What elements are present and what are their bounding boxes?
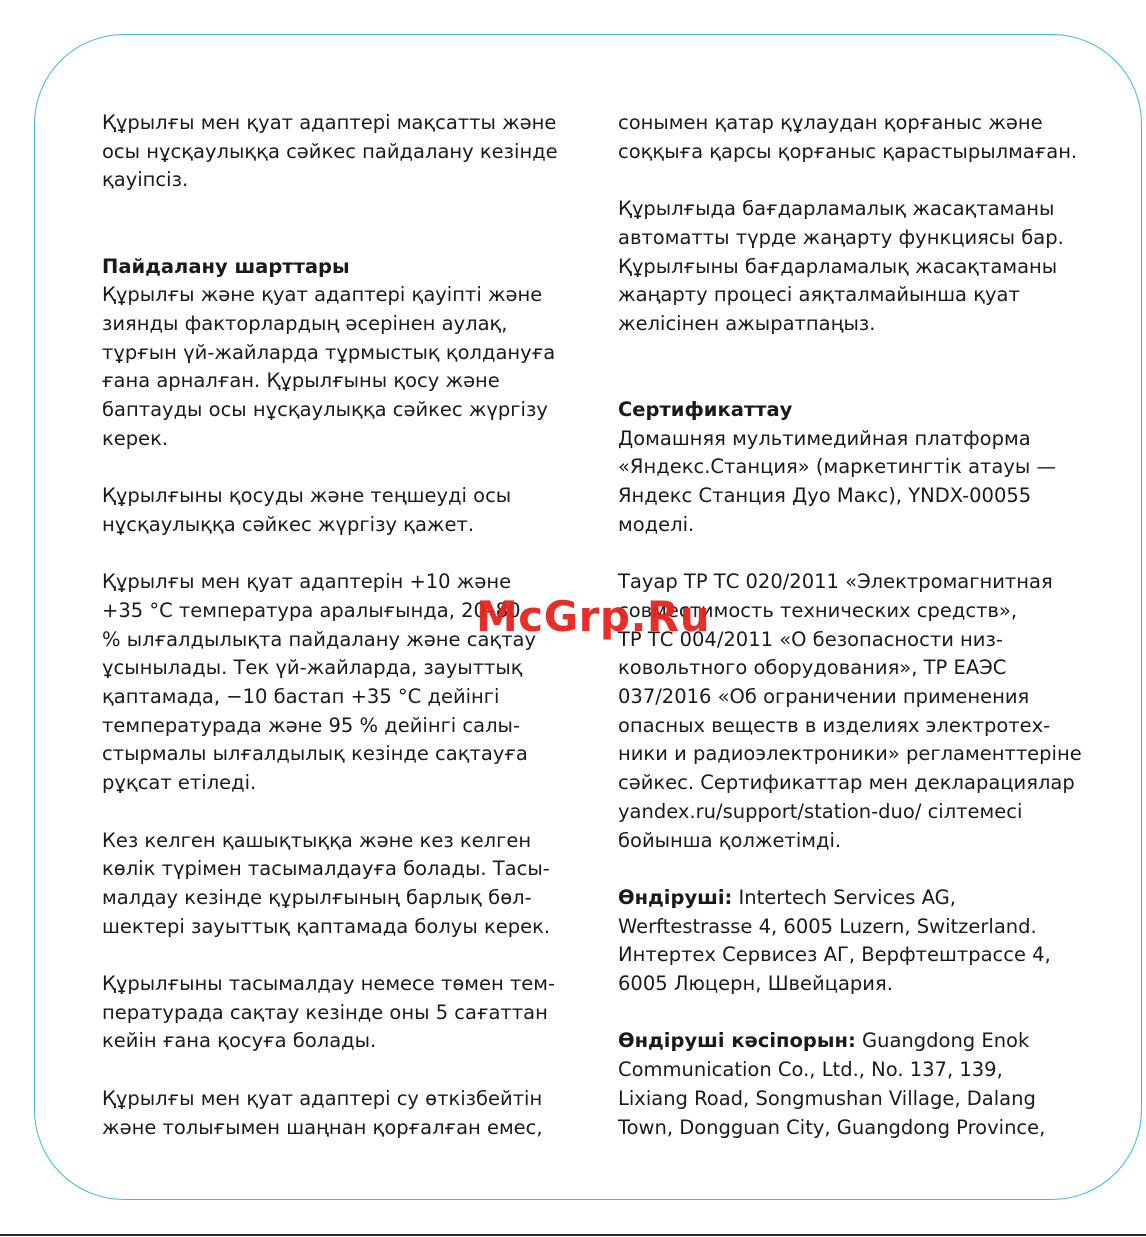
manufacturer-paragraph [618,884,1118,999]
bottom-divider [0,1234,1146,1236]
setup-paragraph: Құрылғыны қосуды және теңшеуді осы нұсқаулыққа сәйкес жүргізу қажет. [102,484,512,536]
water-dust-paragraph: Құрылғы мен қуат адаптері су өткізбейтін және толығымен шаңнан қорғалған емес, [102,1086,543,1139]
low-temp-paragraph: Құрылғыны тасымалдау немесе төмен тем- пературада сақтау кезінде оны 5 сағаттан кейін ғана қосуға болады. [102,972,556,1053]
plant-paragraph [618,1027,1118,1142]
plant-text: Guangdong Enok Communication Co., Ltd., No. 137, 139, Lixiang Road, Songmushan Village, Dalang Town, Dongguan City, Guangdong Province, [618,1029,1046,1139]
usage-conditions-heading: Пайдалану шарттары [102,254,350,278]
manufacturer-label: Өндіруші: [618,885,733,909]
certification-heading: Сертификаттау [618,398,793,421]
manufacturer-text: Intertech Services AG, Werftestrasse 4, 6005 Luzern, Switzerland. Интертех Сервисез АГ, Верфтештрассе 4, 6005 Люцерн, Швейцария. [618,885,1051,996]
transport-paragraph: Кез келген қашықтыққа және кез келген көлік түрімен тасымалдауға болады. Тасы- малдау кезінде құрылғының барлық бөл- шектері зауыттық қаптамада болуы керек. [102,828,551,938]
watermark-logo: McGrp.Ru [476,592,711,641]
plant-label: Өндіруші кәсіпорын: [618,1029,856,1053]
fall-protection-paragraph: сонымен қатар құлаудан қорғаныс және соққыға қарсы қорғаныс қарастырылмаған. [618,111,1078,163]
intro-paragraph: Құрылғы мен қуат адаптері мақсатты және осы нұсқаулыққа сәйкес пайдалану кезінде қауіпсіз. [102,111,558,192]
usage-paragraph: Құрылғы және қуат адаптері қауіпті және зиянды факторлардың әсерінен аулақ, тұрғын үй-жайларда тұрмыстық қолдануға ғана арналған. Құрылғыны қосу және баптауды осы нұсқаулыққа сәйкес жүргізу керек. [102,283,556,450]
regulations-paragraph: Тауар ТР ТС 020/2011 «Электромагнитная совместимость технических средств», ТР ТС 004/2011 «О безопасности низ- ковольтного оборудования», ТР ЕАЭС 037/2016 «Об ограничении применения опасных веществ в изделиях электротех- ники и радиоэлектроники» регламенттеріне сәйкес. Сертификаттар мен декларациялар yandex.ru/support/station-duo/ сілтемесі бойынша қолжетімді. [618,570,1082,852]
storage-paragraph: Құрылғы мен қуат адаптерін +10 және +35 °C температура аралығында, 20–80 % ылғалдылықта пайдалану және сақтау ұсынылады. Тек үй-жайларда, зауыттық қаптамада, −10 бастап +35 °C дейінгі температурада және 95 % дейінгі салы- стырмалы ылғалдылық кезінде сақтауға рұқсат етіледі. [102,570,537,795]
software-update-paragraph: Құрылғыда бағдарламалық жасақтаманы автоматты түрде жаңарту функциясы бар. Құрылғыны бағдарламалық жасақтаманы жаңарту процесі аяқталмайынша қуат желісінен ажыратпаңыз. [618,197,1064,335]
platform-paragraph: Домашняя мультимедийная платформа «Яндекс.Станция» (маркетингтік атауы — Яндекс Станция Дуо Макс), YNDX-00055 моделі. [618,426,1056,536]
